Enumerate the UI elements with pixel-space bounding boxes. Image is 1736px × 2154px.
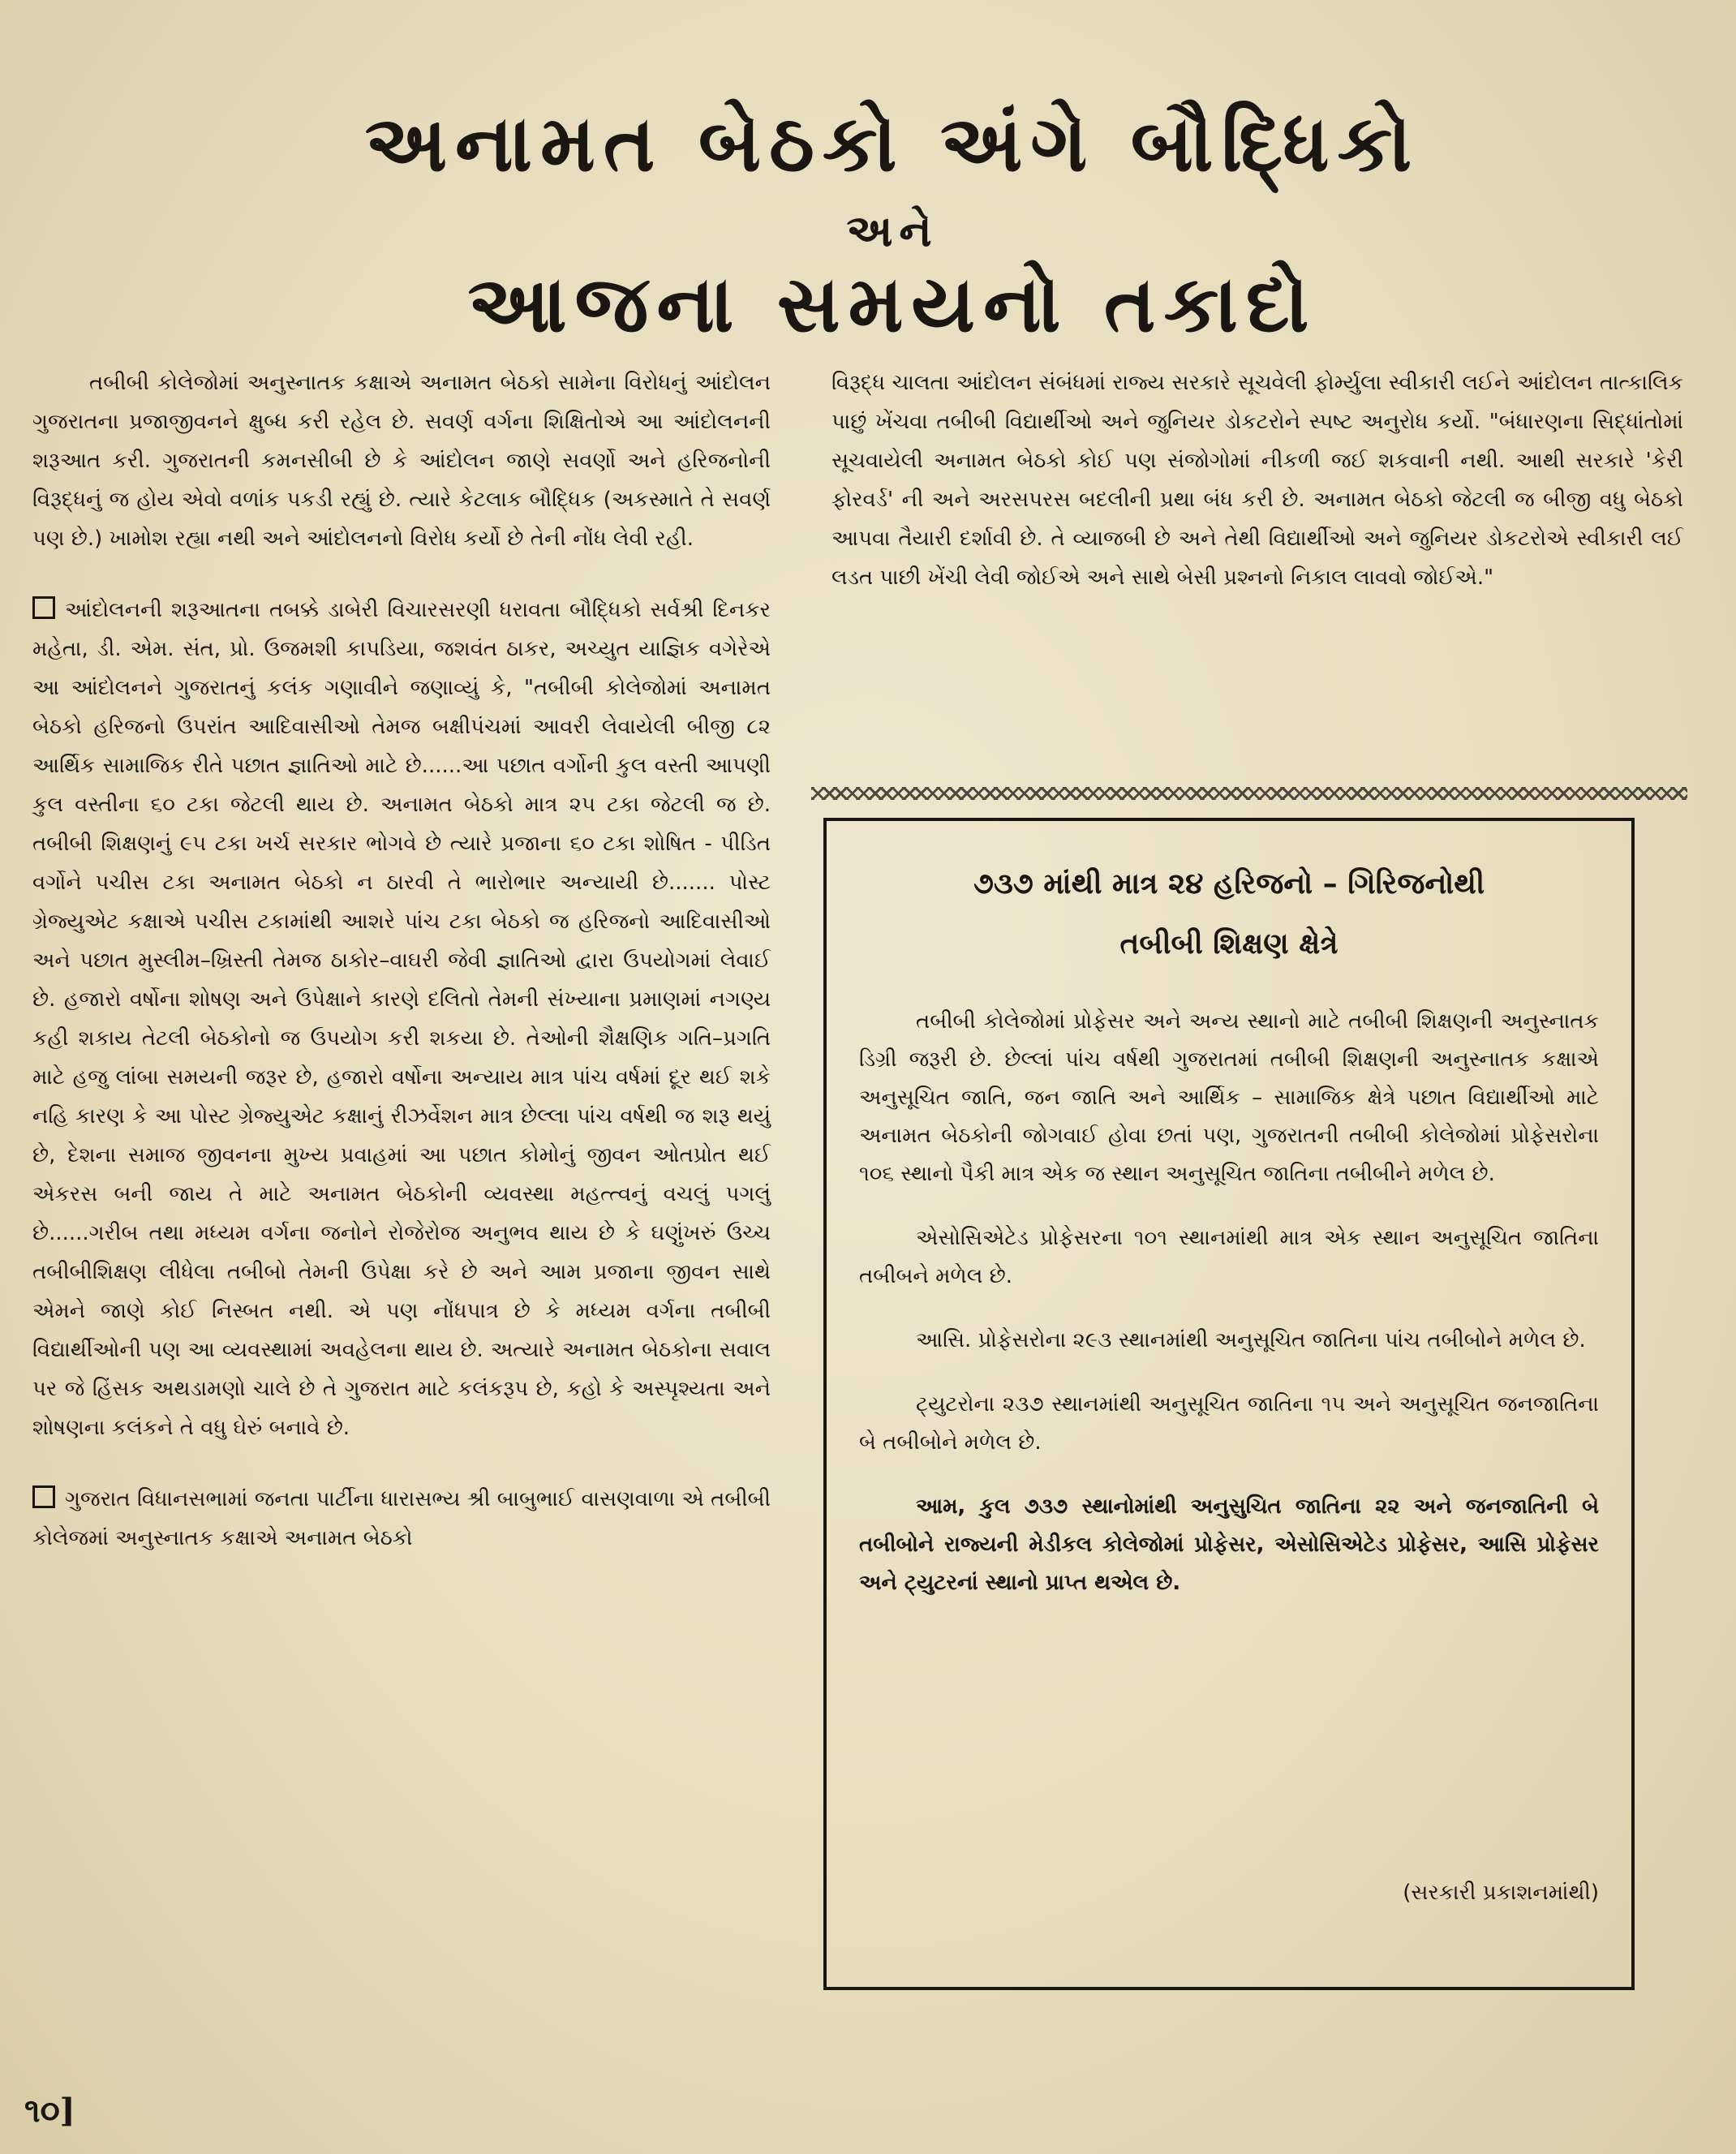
right-paragraph-1: વિરૂદ્ધ ચાલતા આંદોલન સંબંધમાં રાજ્ય સરકારે સૂચવેલી ફોર્મ્યુલા સ્વીકારી લઈને આંદોલન તાત્કાલિક પાછું ખેંચવા તબીબી વિદ્યાર્થીઓ અને જુનિયર ડોકટરોને સ્પષ્ટ અનુરોધ કર્યો. "બંધારણના સિદ્ધાંતોમાં સૂચવાયેલી અનામત બેઠકો કોઈ પણ સંજોગોમાં નીકળી જઈ શકવાની નથી. આથી સરકારે 'કેરી ફોરવર્ડ' ની અને અરસપરસ બદલીની પ્રથા બંધ કરી છે. અનામત બેઠકો જેટલી જ બીજી વધુ બેઠકો આપવા તૈયારી દર્શાવી છે. તે વ્યાજબી છે અને તેથી વિદ્યાર્થીઓ અને જુનિયર ડોકટરોએ સ્વીકારી લઈ લડત પાછી ખેંચી લેવી જોઈએ અને સાથે બેસી પ્રશ્નનો નિકાલ લાવવો જોઈએ." bbox=[831, 371, 1683, 590]
page-number: ૧૦] bbox=[24, 2092, 75, 2130]
box-heading-2: તબીબી શિક્ષણ ક્ષેત્રે bbox=[1119, 927, 1339, 961]
headline-line-3: આજના સમયનો તકાદો bbox=[467, 258, 1317, 350]
left-paragraph-2-text: આંદોલનની શરૂઆતના તબક્કે ડાબેરી વિચારસરણી ધરાવતા બૌદ્ધિકો સર્વશ્રી દિનકર મહેતા, ડી. એમ. સંત, પ્રો. ઉજમશી કાપડિયા, જશવંત ઠાકર, અચ્યુત યાજ્ઞિક વગેરેએ આ આંદોલનને ગુજરાતનું કલંક ગણાવીને જણાવ્યું કે, "તબીબી કોલેજોમાં અનામત બેઠકો હરિજનો ઉપરાંત આદિવાસીઓ તેમજ બક્ષીપંચમાં આવરી લેવાયેલી બીજી ૮૨ આર્થિક સામાજિક રીતે પછાત જ્ઞાતિઓ માટે છે......આ પછાત વર્ગોની કુલ વસ્તી આપણી કુલ વસ્તીના ૬૦ ટકા જેટલી થાય છે. અનામત બેઠકો માત્ર ૨૫ ટકા જેટલી જ છે. તબીબી શિક્ષણનું ૯૫ ટકા ખર્ચ સરકાર ભોગવે છે ત્યારે પ્રજાના ૬૦ ટકા શોષિત - પીડિત વર્ગોને પચીસ ટકા અનામત બેઠકો ન ઠારવી તે ભારોભાર અન્યાયી છે....... પોસ્ટ ગ્રેજ્યુએટ કક્ષાએ પચીસ ટકામાંથી આશરે પાંચ ટકા બેઠકો જ હરિજનો આદિવાસીઓ અને પછાત મુસ્લીમ–ખ્રિસ્તી તેમજ ઠાકોર–વાઘરી જેવી જ્ઞાતિઓ દ્વારા ઉપયોગમાં લેવાઈ છે. હજારો વર્ષોના શોષણ અને ઉપેક્ષાને કારણે દલિતો તેમની સંખ્યાના પ્રમાણમાં નગણ્ય કહી શકાય તેટલી બેઠકોનો જ ઉપયોગ કરી શકયા છે. તેઓની શૈક્ષણિક ગતિ–પ્રગતિ માટે હજુ લાંબા સમયની જરૂર છે, હજારો વર્ષોના અન્યાય માત્ર પાંચ વર્ષમાં દૂર થઈ શકે નહિ કારણ કે આ પોસ્ટ ગ્રેજ્યુએટ કક્ષાનું રીઝર્વેશન માત્ર છેલ્લા પાંચ વર્ષથી જ શરૂ થયું છે, દેશના સમાજ જીવનના મુખ્ય પ્રવાહમાં આ પછાત કોમોનું જીવન ઓતપ્રોત થઈ એકરસ બની જાય તે માટે અનામત બેઠકોની વ્યવસ્થા મહત્ત્વનું વચલું પગલું છે......ગરીબ તથા મધ્યમ વર્ગના જનોને રોજેરોજ અનુભવ થાય છે કે ઘણુંખરું ઉચ્ચ તબીબીશિક્ષણ લીધેલા તબીબો તેમની ઉપેક્ષા કરે છે અને આમ પ્રજાના જીવન સાથે એમને જાણે કોઈ નિસ્બત નથી. એ પણ નોંધપાત્ર છે કે મધ્યમ વર્ગના તબીબી વિદ્યાર્થીઓની પણ આ વ્યવસ્થામાં અવહેલના થાય છે. અત્યારે અનામત બેઠકોના સવાલ પર જે હિંસક અથડામણો ચાલે છે તે ગુજરાત માટે કલંકરૂપ છે, કહો કે અસ્પૃશ્યતા અને શોષણના કલંકને તે વધુ ઘેરું બનાવે છે. bbox=[32, 598, 771, 1440]
box-paragraph-2: એસોસિએટેડ પ્રોફેસરના ૧૦૧ સ્થાનમાંથી માત્ર એક સ્થાન અનુસૂચિત જાતિના તબીબને મળેલ છે. bbox=[859, 1226, 1599, 1288]
left-paragraph-2 bbox=[32, 591, 771, 1447]
headline-line-1: અનામત બેઠકો અંગે બૌદ્ધિકો bbox=[364, 97, 1420, 189]
headline-line-2: અને bbox=[846, 204, 939, 256]
box-heading-1: ૭૩૭ માંથી માત્ર ૨૪ હરિજનો – ગિરિજનોથી bbox=[973, 866, 1485, 901]
right-column bbox=[831, 363, 1683, 597]
checkbox-bullet-icon bbox=[32, 1485, 55, 1508]
info-box bbox=[823, 818, 1635, 1990]
left-paragraph-3-text: ગુજરાત વિધાનસભામાં જનતા પાર્ટીના ધારાસભ્ય શ્રી બાબુભાઈ વાસણવાળા એ તબીબી કોલેજમાં અનુસ્નાતક કક્ષાએ અનામત બેઠકો bbox=[32, 1487, 771, 1550]
decorative-border bbox=[811, 787, 1687, 800]
left-column bbox=[32, 363, 771, 1558]
source-note: (સરકારી પ્રકાશનમાંથી) bbox=[1403, 1881, 1599, 1905]
box-paragraph-5: આમ, કુલ ૭૩૭ સ્થાનોમાંથી અનુસુચિત જાતિના ૨૨ અને જનજાતિની બે તબીબોને રાજ્યની મેડીકલ કોલેજોમાં પ્રોફેસર, એસોસિએટેડ પ્રોફેસર, આસિ પ્રોફેસર અને ટ્યુટરનાં સ્થાનો પ્રાપ્ત થએલ છે. bbox=[859, 1494, 1599, 1595]
box-paragraph-4: ટ્યુટરોના ૨૩૭ સ્થાનમાંથી અનુસૂચિત જાતિના ૧૫ અને અનુસૂચિત જનજાતિના બે તબીબોને મળેલ છે. bbox=[859, 1392, 1599, 1455]
box-paragraph-1: તબીબી કોલેજોમાં પ્રોફેસર અને અન્ય સ્થાનો માટે તબીબી શિક્ષણની અનુસ્નાતક ડિગ્રી જરૂરી છે. છેલ્લાં પાંચ વર્ષથી ગુજરાતમાં તબીબી શિક્ષણની અનુસ્નાતક કક્ષાએ અનુસૂચિત જાતિ, જન જાતિ અને આર્થિક – સામાજિક ક્ષેત્રે પછાત વિદ્યાર્થીઓ માટે અનામત બેઠકોની જોગવાઈ હોવા છતાં પણ, ગુજરાતની તબીબી કોલેજોમાં પ્રોફેસરોના ૧૦૬ સ્થાનો પૈકી માત્ર એક જ સ્થાન અનુસૂચિત જાતિના તબીબીને મળેલ છે. bbox=[859, 1009, 1599, 1186]
left-paragraph-1: તબીબી કોલેજોમાં અનુસ્નાતક કક્ષાએ અનામત બેઠકો સામેના વિરોધનું આંદોલન ગુજરાતના પ્રજાજીવનને ક્ષુબ્ધ કરી રહેલ છે. સવર્ણ વર્ગના શિક્ષિતોએ આ આંદોલનની શરૂઆત કરી. ગુજરાતની કમનસીબી છે કે આંદોલન જાણે સવર્ણો અને હરિજનોની વિરૂદ્ધનું જ હોય એવો વળાંક પકડી રહ્યું છે. ત્યારે કેટલાક બૌદ્ધિક (અકસ્માતે તે સવર્ણ પણ છે.) ખામોશ રહ્યા નથી અને આંદોલનનો વિરોધ કર્યો છે તેની નોંધ લેવી રહી. bbox=[32, 371, 771, 551]
left-paragraph-3 bbox=[32, 1480, 771, 1558]
checkbox-bullet-icon bbox=[32, 596, 55, 619]
box-paragraph-3: આસિ. પ્રોફેસરોના ૨૯૩ સ્થાનમાંથી અનુસૂચિત જાતિના પાંચ તબીબોને મળેલ છે. bbox=[916, 1328, 1586, 1352]
